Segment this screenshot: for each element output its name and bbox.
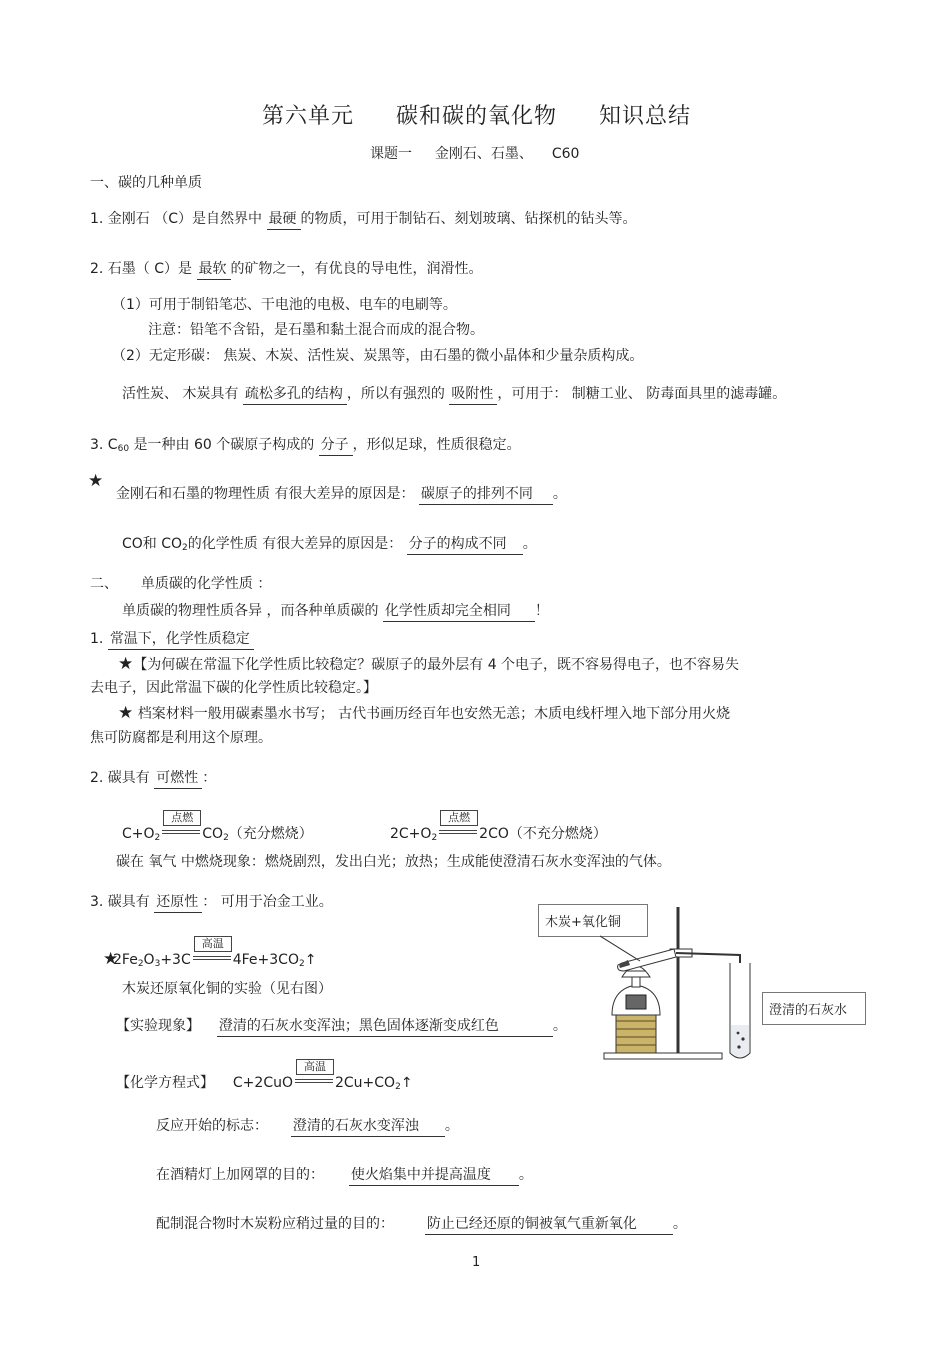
text: 2Cu+CO xyxy=(335,1075,396,1091)
section-1-heading: 一、碳的几种单质 xyxy=(90,175,202,191)
equation-incomplete-burn xyxy=(390,811,607,844)
star-icon: ★ xyxy=(118,703,134,723)
text: 单质碳的物理性质各异 ，而各种单质碳的 xyxy=(122,603,379,619)
experiment-equation xyxy=(116,1060,413,1093)
answer-blank: 可燃性 xyxy=(154,770,202,789)
answer-blank: 碳原子的排列不同 xyxy=(419,486,553,505)
star-icon: ★ xyxy=(88,471,104,491)
star-icon: ★ xyxy=(118,654,134,674)
text: 2Fe xyxy=(113,952,138,968)
archive-note-1 xyxy=(118,703,730,723)
subscript: 2 xyxy=(137,959,144,969)
text: ： xyxy=(202,770,217,786)
subtitle-part: C60 xyxy=(551,146,580,162)
experiment-apparatus xyxy=(600,905,770,1065)
subscript: 2 xyxy=(154,833,161,843)
subtitle-part: 金刚石、石墨、 xyxy=(434,146,533,162)
subscript: 2 xyxy=(182,543,188,553)
condition-label: 点燃 xyxy=(163,810,201,826)
reaction-condition xyxy=(193,937,231,968)
text: （充分燃烧） xyxy=(228,826,313,842)
text: 。 xyxy=(444,1118,459,1134)
activated-carbon xyxy=(122,386,786,405)
text: 活性炭、 木炭具有 xyxy=(122,386,239,402)
text: ↑ xyxy=(304,952,317,968)
text: 。 xyxy=(672,1216,687,1232)
text: ↑ xyxy=(400,1075,413,1091)
text: （不充分燃烧） xyxy=(508,826,607,842)
reaction-condition xyxy=(162,811,200,842)
label-pointer xyxy=(600,931,640,961)
stability-reason-1 xyxy=(118,654,739,674)
text: CO和 CO xyxy=(122,536,183,552)
text: +3C xyxy=(160,952,191,968)
subtitle xyxy=(370,146,579,163)
text: 3. C xyxy=(90,437,118,453)
text: 的矿物之一，有优良的导电性，润滑性。 xyxy=(230,261,483,277)
text: 【实验现象】 xyxy=(116,1018,200,1034)
physical-difference xyxy=(116,486,567,505)
text: ，形似足球，性质很稳定。 xyxy=(352,437,521,453)
subscript: 3 xyxy=(154,959,161,969)
section-2-heading xyxy=(90,576,271,593)
text: 。 xyxy=(552,486,567,502)
condition-label: 高温 xyxy=(194,936,232,952)
text: 档案材料一般用碳素墨水书写； 古代书画历经百年也安然无恙；木质电线杆埋入地下部分用火烧 xyxy=(137,706,731,722)
carbon-chem-property xyxy=(122,603,549,622)
text: 2. 碳具有 xyxy=(90,770,150,786)
title-part: 碳和碳的氧化物 xyxy=(396,104,558,129)
answer-blank: 使火焰集中并提高温度 xyxy=(349,1167,519,1186)
text: 2. 石墨（ C）是 xyxy=(90,261,193,277)
text: 是一种由 60 个碳原子构成的 xyxy=(129,437,315,453)
text: 【化学方程式】 xyxy=(116,1075,214,1091)
page-title xyxy=(262,104,691,130)
text: 。 xyxy=(518,1167,533,1183)
answer-blank: 澄清的石灰水变浑浊 xyxy=(291,1118,445,1137)
text: 反应开始的标志： xyxy=(156,1118,268,1134)
text: 1. 金刚石 （C）是自然界中 xyxy=(90,211,263,227)
text: 的物质，可用于制钻石、刻划玻璃、钻探机的钻头等。 xyxy=(300,211,637,227)
text: ： 可用于冶金工业。 xyxy=(202,894,333,910)
excess-carbon-purpose xyxy=(156,1216,687,1235)
text: CO xyxy=(202,826,224,842)
chem-2 xyxy=(90,770,216,789)
text: 。 xyxy=(552,1018,567,1034)
text: 3. 碳具有 xyxy=(90,894,150,910)
item-diamond xyxy=(90,211,637,230)
text: 的化学性质 有很大差异的原因是： xyxy=(187,536,403,552)
answer-blank: 澄清的石灰水变浑浊；黑色固体逐渐变成红色 xyxy=(217,1018,553,1037)
text: 2C+O xyxy=(390,826,432,842)
subscript: 2 xyxy=(431,833,438,843)
experiment-title: 木炭还原氧化铜的实验（见右图） xyxy=(122,981,332,997)
answer-blank: 分子的构成不同 xyxy=(407,536,523,555)
reaction-condition xyxy=(295,1060,333,1091)
text: 1. xyxy=(90,631,104,647)
graphite-use: （1）可用于制铅笔芯、干电池的电极、电车的电刷等。 xyxy=(112,297,457,313)
stand-base xyxy=(604,1053,722,1059)
condition-label: 点燃 xyxy=(440,810,478,826)
answer-blank: 化学性质却完全相同 xyxy=(383,603,535,622)
text: 配制混合物时木炭粉应稍过量的目的： xyxy=(156,1216,394,1232)
archive-note-2: 焦可防腐都是利用这个原理。 xyxy=(90,730,272,746)
text: ，可用于： 制糖工业、 防毒面具里的滤毒罐。 xyxy=(497,386,787,402)
subscript: 2 xyxy=(395,1082,401,1092)
experiment-phenomenon xyxy=(116,1018,567,1037)
figure-label-limewater: 澄清的石灰水 xyxy=(762,992,866,1025)
burn-phenomenon: 碳在 氧气 中燃烧现象：燃烧剧烈，发出白光；放热；生成能使澄清石灰水变浑浊的气体。 xyxy=(116,854,671,870)
text: ！ xyxy=(534,603,549,619)
text: 在酒精灯上加网罩的目的： xyxy=(156,1167,324,1183)
answer-blank: 常温下，化学性质稳定 xyxy=(108,631,254,650)
reaction-condition xyxy=(439,811,477,842)
chem-3 xyxy=(90,894,333,913)
answer-blank: 最软 xyxy=(197,261,231,280)
page-number: 1 xyxy=(472,1255,481,1270)
answer-blank: 吸附性 xyxy=(449,386,497,405)
text: 。 xyxy=(522,536,537,552)
answer-blank: 分子 xyxy=(319,437,353,456)
title-part: 第六单元 xyxy=(262,104,355,129)
item-graphite xyxy=(90,261,483,280)
condition-label: 高温 xyxy=(296,1059,334,1075)
graphite-note: 注意：铅笔不含铅，是石墨和黏土混合而成的混合物。 xyxy=(148,322,484,338)
subscript: 60 xyxy=(117,444,130,454)
stability-reason-2: 去电子，因此常温下碳的化学性质比较稳定。】 xyxy=(90,680,377,696)
equation-iron xyxy=(113,937,317,970)
amorphous-carbon: （2）无定形碳： 焦炭、木炭、活性炭、炭黑等，由石墨的微小晶体和少量杂质构成。 xyxy=(112,348,644,364)
text: 单质碳的化学性质 ： xyxy=(140,576,272,592)
text: ，所以有强烈的 xyxy=(346,386,445,402)
figure-label-reactants: 木炭+氧化铜 xyxy=(538,904,648,937)
answer-blank: 最硬 xyxy=(267,211,301,230)
star-icon: ★ xyxy=(103,949,119,969)
answer-blank: 疏松多孔的结构 xyxy=(243,386,347,405)
reaction-start-sign xyxy=(156,1118,459,1137)
wire-mesh-purpose xyxy=(156,1167,533,1186)
text: 二、 xyxy=(90,576,118,592)
subscript: 2 xyxy=(223,833,229,843)
item-c60 xyxy=(90,437,521,456)
text: C+2CuO xyxy=(232,1075,293,1091)
chemical-difference xyxy=(122,536,537,555)
answer-blank: 还原性 xyxy=(154,894,202,913)
text: O xyxy=(143,952,155,968)
text: 金刚石和石墨的物理性质 有很大差异的原因是： xyxy=(116,486,415,502)
subscript: 2 xyxy=(298,959,305,969)
answer-blank: 防止已经还原的铜被氧气重新氧化 xyxy=(425,1216,673,1235)
chem-1 xyxy=(90,631,254,650)
equation-complete-burn xyxy=(122,811,313,844)
title-part: 知识总结 xyxy=(599,104,692,129)
text: C+O xyxy=(122,826,155,842)
text: 2CO xyxy=(479,826,509,842)
subtitle-part: 课题一 xyxy=(370,146,412,162)
text: 【为何碳在常温下化学性质比较稳定？碳原子的最外层有 4 个电子，既不容易得电子，也不容易失 xyxy=(133,657,740,673)
text: 4Fe+3CO xyxy=(232,952,299,968)
